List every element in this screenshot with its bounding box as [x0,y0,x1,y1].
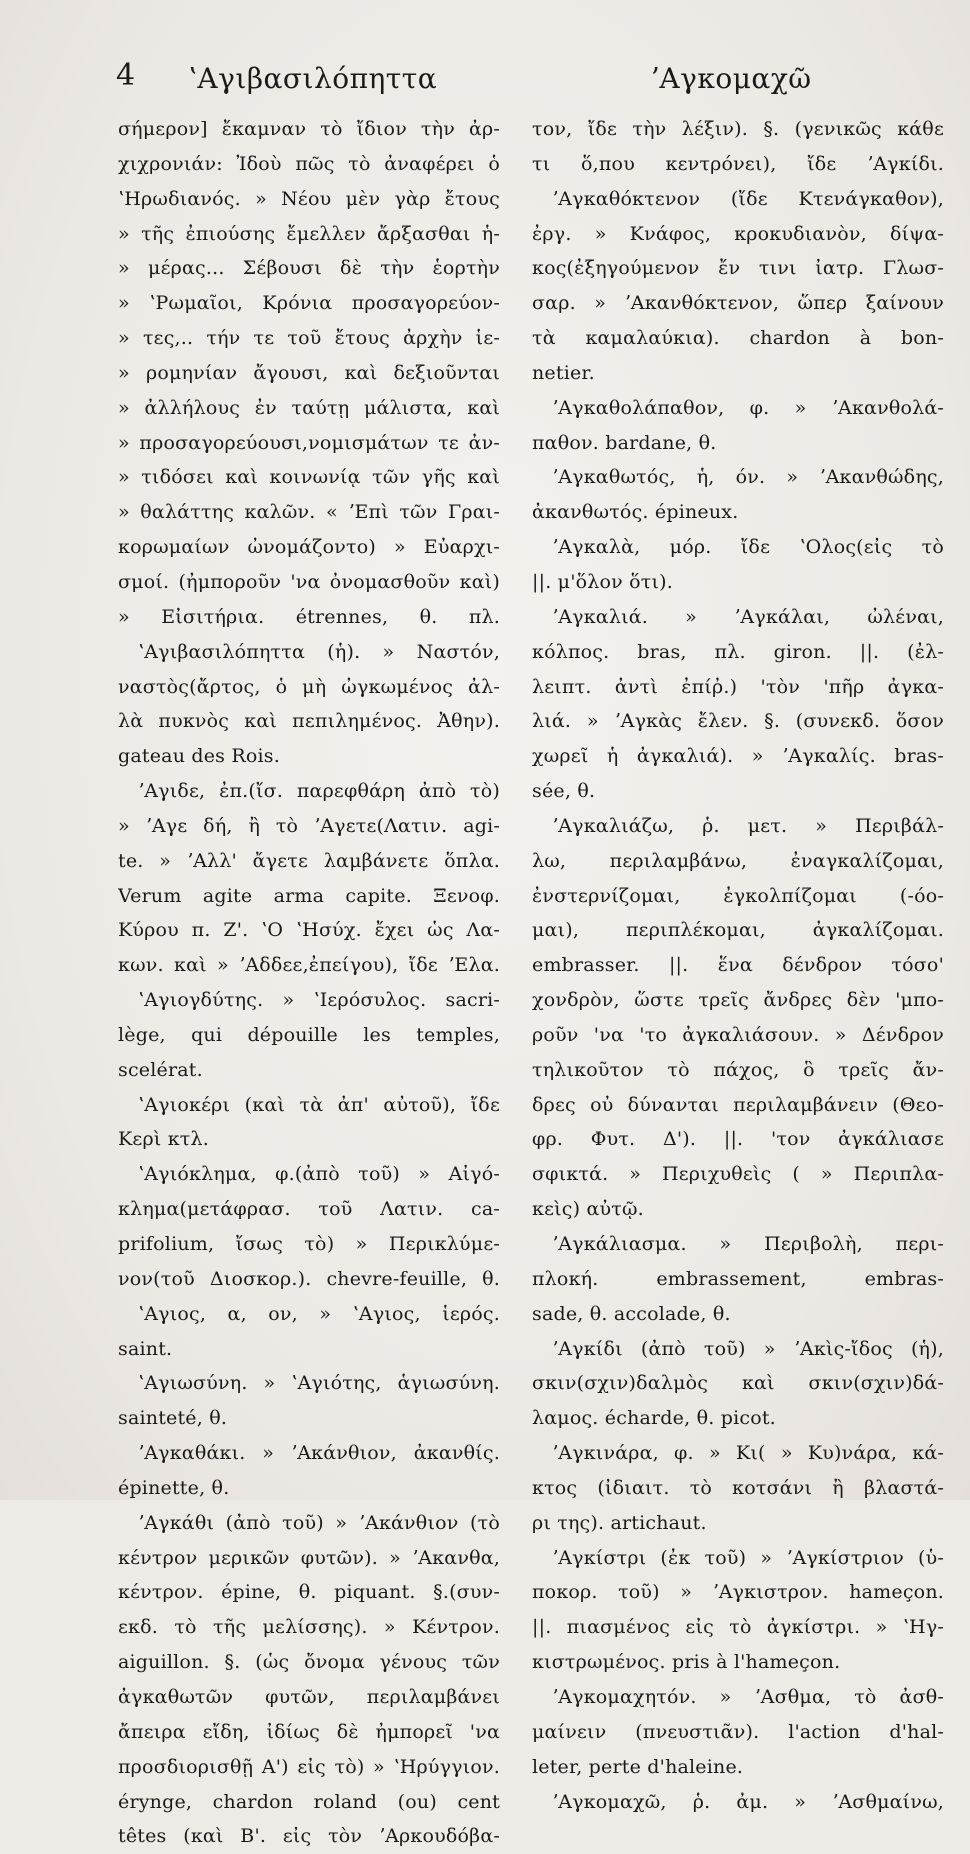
text-line: κος(ἐξηγούμενον ἔν τινι ἰατρ. Γλωσ- [532,257,944,280]
text-line: σαρ. » ʼΑκανθόκτενον, ὥπερ ξαίνουν [532,292,944,315]
text-line: κλημα(μετάφρασ. τοῦ Λατιν. ca- [118,1198,500,1221]
text-line: têtes (καὶ Β'. εἰς τὸν ʼΑρκουδόβα- [118,1825,500,1848]
text-line: ʽΑγιοκέρι (καὶ τὰ ἀπ' αὐτοῦ), ἴδε [138,1093,500,1116]
text-line: sée, θ. [532,780,596,803]
text-line: ἐργ. » Κνάφος, κροκυδιανὸν, δίψα- [532,222,944,245]
text-line: κέντρον μερικῶν φυτῶν). » ʼΑκανθα, [118,1546,500,1569]
text-line: φρ. Φυτ. Δ'). ||. 'τον ἀγκάλιασε [532,1128,944,1151]
text-line: » ʼΑγε δή, ἢ τὸ ʼΑγετε(Λατιν. agi- [118,814,500,837]
text-line: ʼΑγκαλιά. » ʼΑγκάλαι, ὠλέναι, [552,605,944,628]
text-line: ἀκανθωτός. épineux. [532,501,739,524]
text-line: λαμος. écharde, θ. picot. [532,1407,776,1430]
text-line: ʼΑγκαλὰ, μόρ. ἴδε ʽΟλος(εἰς τὸ [552,536,944,559]
text-line: κιστρωμένος. pris à l'hameçon. [532,1651,841,1674]
text-line: ʽΑγιβασιλόπηττα (ἡ). » Ναστόν, [138,640,500,663]
text-line: παθον. bardane, θ. [532,431,717,454]
text-line: σφικτά. » Περιχυθεὶς ( » Περιπλα- [532,1163,944,1186]
text-line: κτος (ἰδιαιτ. τὸ κοτσάνι ἢ βλαστά- [532,1476,944,1499]
text-line: ʼΑγιδε, ἐπ.(ἴσ. παρεφθάρη ἀπὸ τὸ) [138,780,500,803]
text-line: lège, qui dépouille les temples, [118,1023,500,1046]
text-line: Κερὶ κτλ. [118,1128,209,1151]
text-line: netier. [532,361,595,384]
text-line: ʽΑγιόκλημα, φ.(ἀπὸ τοῦ) » Αἰγό- [138,1163,500,1186]
running-header [0,58,970,108]
page-number: 4 [116,58,136,93]
text-line: ʼΑγκαλιάζω, ῥ. μετ. » Περιβάλ- [552,814,944,837]
text-line: κορωμαίων ὠνομάζοντο) » Εὐαρχι- [118,536,500,559]
text-line: λειπτ. ἀντὶ ἐπίῤ.) 'τὸν 'πῆρ ἀγκα- [532,675,944,698]
text-line: ||. μ'ὅλον ὅτι). [532,570,674,593]
header-first-entry: ʽΑγιβασιλόπηττα [188,62,438,95]
text-line: ʽΑγιογδύτης. » ʽΙερόσυλος. sacri- [138,989,500,1012]
text-line: sainteté, θ. [118,1407,228,1430]
text-line: κων. καὶ » ʼΑδδεε,ἐπείγου), ἴδε ʼΕλα. [118,954,500,977]
text-line: κόλπος. bras, πλ. giron. ||. (ἐλ- [532,640,944,663]
text-line: ||. πιασμένος εἰς τὸ ἀγκίστρι. » ʽΗγ- [532,1616,944,1639]
text-line: ʼΑγκαθολάπαθον, φ. » ʼΑκανθολά- [552,396,944,419]
text-line: » ρομηνίαν ἄγουσι, καὶ δεξιοῦνται [118,361,500,384]
text-line: » προσαγορεύουσι,νομισμάτων τε ἀν- [118,431,500,454]
text-line: » τῆς ἐπιούσης ἔμελλεν ἄρξασθαι ἡ- [118,222,500,245]
text-line: λιά. » ʼΑγκὰς ἔλεν. §. (συνεκδ. ὅσον [532,710,944,733]
text-line: ʼΑγκομαχητόν. » ʼΑσθμα, τὸ ἀσθ- [552,1685,944,1708]
text-line: σήμερον] ἔκαμναν τὸ ἴδιον τὴν ἀρ- [118,118,500,140]
text-line: ἀγκαθωτῶν φυτῶν, περιλαμβάνει [118,1685,500,1708]
text-line: Verum agite arma capite. Ξενοφ. [118,884,500,907]
text-line: νον(τοῦ Διοσκορ.). chevre-feuille, θ. [118,1267,500,1290]
text-line: Κύρου π. Ζ'. ʽΟ ʽΗσύχ. ἔχει ὡς Λα- [118,919,500,942]
text-line: σκιν(σχιν)δαλμὸς καὶ σκιν(σχιν)δά- [532,1372,944,1395]
text-line: προσδιορισθῇ Α') εἰς τὸ) » ʽΗρύγγιον. [118,1755,500,1778]
text-line: κεὶς) αὐτῷ. [532,1198,644,1221]
text-line: λὰ πυκνὸς καὶ πεπιλημένος. Ἀθην). [118,710,500,733]
left-column [118,112,500,1854]
text-line: τι ὅ,που κεντρόνει), ἴδε ʼΑγκίδι. [532,152,944,175]
text-line: τον, ἴδε τὴν λέξιν). §. (γενικῶς κάθε [532,118,944,140]
text-line: ʽΑγιος, α, ον, » ʽΑγιος, ἱερός. [138,1302,500,1325]
text-line: saint. [118,1337,173,1360]
text-line: leter, perte d'haleine. [532,1755,744,1778]
text-line: χιχρονιάν: Ἰδοὺ πῶς τὸ ἀναφέρει ὁ [118,152,500,175]
text-line: μαίνειν (πνευστιᾶν). l'action d'hal- [532,1720,944,1743]
text-line: ʼΑγκάλιασμα. » Περιβολὴ, περι- [552,1233,944,1255]
text-line: aiguillon. §. (ὡς ὄνομα γένους τῶν [118,1651,500,1674]
text-line: » τες,.. τήν τε τοῦ ἔτους ἀρχὴν ἱε- [118,327,500,350]
text-line: ʼΑγκινάρα, φ. » Κι( » Κυ)νάρα, κά- [552,1442,944,1465]
text-line: κέντρον. épine, θ. piquant. §.(συν- [118,1581,500,1604]
text-line: δρες οὐ δύνανται περιλαμβάνειν (Θεο- [532,1093,944,1116]
text-line: ʼΑγκάθι (ἀπὸ τοῦ) » ʼΑκάνθιον (τὸ [138,1511,500,1534]
text-line: ʽΗρωδιανός. » Νέου μὲν γὰρ ἔτους [118,187,500,210]
text-line: scelérat. [118,1058,203,1081]
text-line: te. » ʼΑλλ' ἄγετε λαμβάνετε ὅπλα. [118,849,500,872]
text-line: πλοκή. embrassement, embras- [532,1267,944,1290]
text-line: ʼΑγκαθάκι. » ʼΑκάνθιον, ἀκανθίς. [138,1442,500,1465]
text-line: ʼΑγκαθόκτενον (ἴδε Κτενάγκαθον), [552,187,944,210]
right-column [532,112,944,1819]
text-line: » ʽΡωμαῖοι, Κρόνια προσαγορεύον- [118,292,500,315]
text-line: érynge, chardon roland (ou) cent [118,1790,500,1813]
text-line: prifolium, ἴσως τὸ) » Περικλύμε- [118,1233,500,1255]
text-line: ρι της). artichaut. [532,1511,707,1534]
header-last-entry: ʼΑγκομαχῶ [650,62,812,95]
text-line: ναστὸς(ἄρτος, ὁ μὴ ὠγκωμένος ἀλ- [118,675,500,698]
text-line: ʼΑγκαθωτός, ἡ, όν. » ʼΑκανθώδης, [552,466,944,489]
text-line: » μέρας... Σέβουσι δὲ τὴν ἑορτὴν [118,257,500,280]
text-line: ποκορ. τοῦ) » ʼΑγκιστρον. hameçon. [532,1581,944,1604]
text-line: ʼΑγκίδι (ἀπὸ τοῦ) » ʼΑκὶς-ἴδος (ἡ), [552,1337,944,1360]
text-line: χονδρὸν, ὥστε τρεῖς ἄνδρες δὲν 'μπο- [532,989,944,1012]
text-line: χωρεῖ ἡ ἀγκαλιά). » ʼΑγκαλίς. bras- [532,745,944,768]
text-line: ʼΑγκίστρι (ἐκ τοῦ) » ʼΑγκίστριον (ὑ- [552,1546,944,1569]
text-line: épinette, θ. [118,1476,230,1499]
text-line: τὰ καμαλαύκια). chardon à bon- [532,327,944,350]
text-line: ἐνστερνίζομαι, ἐγκολπίζομαι (-όο- [532,884,944,907]
text-line: ʼΑγκομαχῶ, ῥ. ἀμ. » ʼΑσθμαίνω, [552,1790,944,1813]
text-line: ἄπειρα εἴδη, ἰδίως δὲ ἠμπορεῖ 'να [118,1720,500,1743]
text-line: » θαλάττης καλῶν. « ʼΕπὶ τῶν Γραι- [118,501,500,524]
text-line: σμοί. (ἠμποροῦν 'να ὀνομασθοῦν καὶ) [118,570,500,593]
text-line: λω, περιλαμβάνω, ἐναγκαλίζομαι, [532,849,944,872]
text-line: » τιδόσει καὶ κοινωνίᾳ τῶν γῆς καὶ [118,466,500,489]
text-line: εκδ. τὸ τῆς μελίσσης). » Κέντρον. [118,1616,500,1639]
text-line: » Εἰσιτήρια. étrennes, θ. πλ. [118,605,500,628]
text-line: μαι), περιπλέκομαι, ἀγκαλίζομαι. [532,919,944,942]
text-line: sade, θ. accolade, θ. [532,1302,731,1325]
text-line: τηλικοῦτον τὸ πάχος, ὃ τρεῖς ἄν- [532,1058,944,1081]
text-line: embrasser. ||. ἕνα δένδρον τόσο' [532,954,944,977]
text-line: gateau des Rois. [118,745,280,768]
text-line: ʽΑγιωσύνη. » ʽΑγιότης, ἁγιωσύνη. [138,1372,500,1395]
text-line: ροῦν 'να 'το ἀγκαλιάσουν. » Δένδρον [532,1023,944,1046]
text-line: » ἀλλήλους ἐν ταύτῃ μάλιστα, καὶ [118,396,500,419]
